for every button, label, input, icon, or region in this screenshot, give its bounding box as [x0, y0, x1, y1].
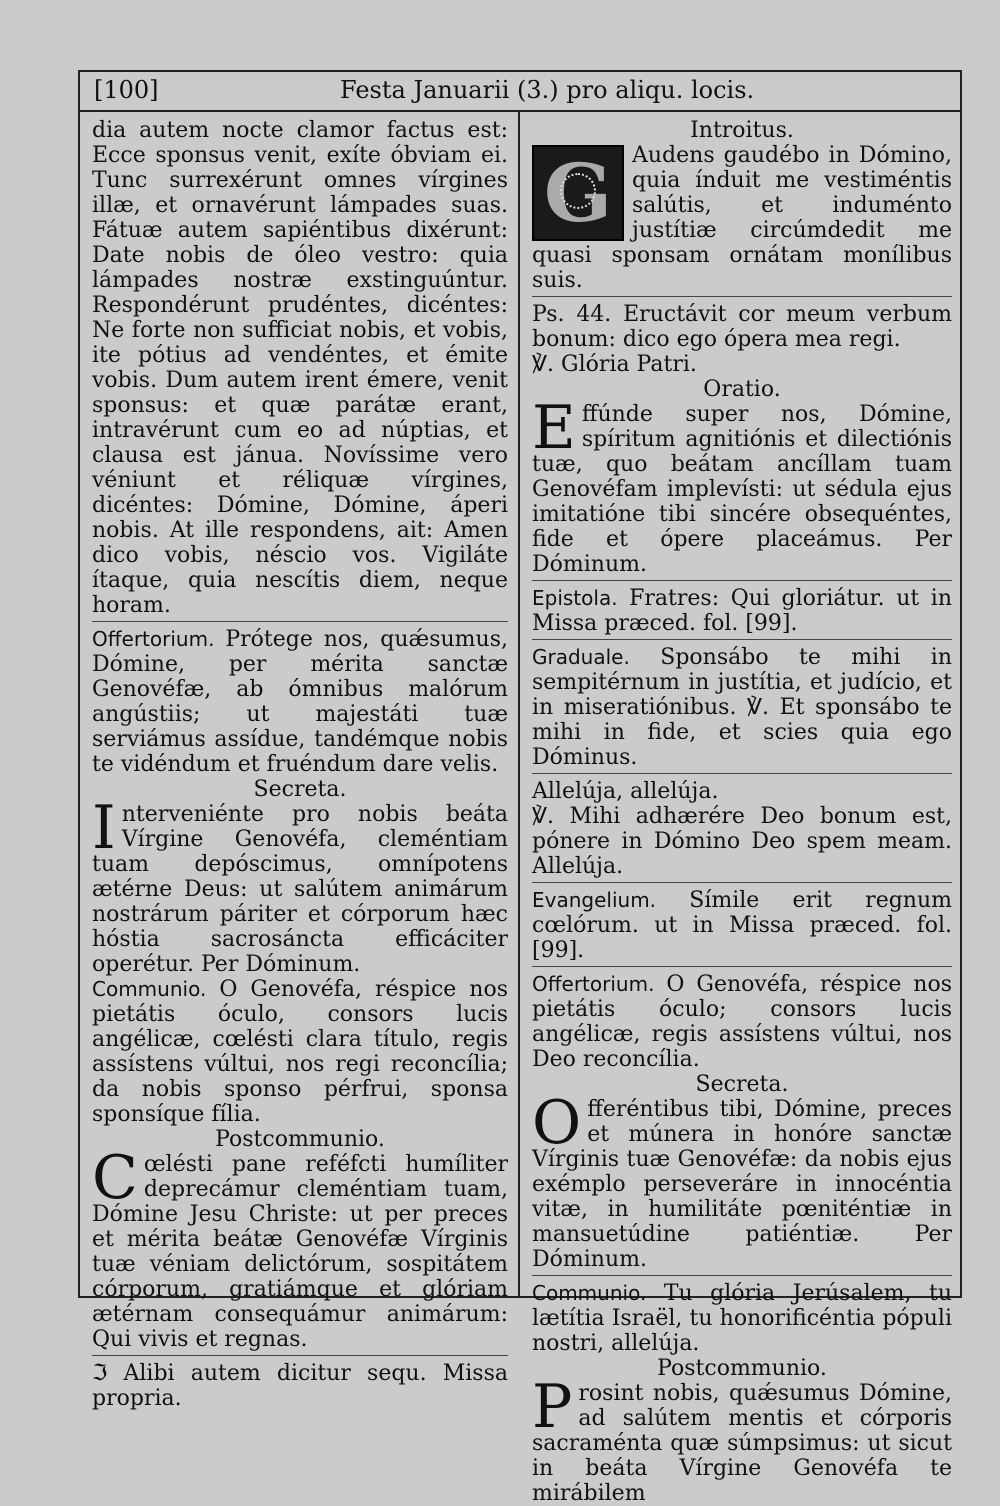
- secret-heading: Secreta.: [253, 777, 347, 802]
- gospel: [532, 888, 952, 963]
- oration-heading: Oratio.: [703, 377, 781, 402]
- page-number: [100]: [94, 76, 159, 104]
- introit: [532, 143, 952, 293]
- section-rule: [532, 773, 952, 774]
- offertory-label: Offertorium.: [532, 972, 655, 996]
- postcommunion-initial: P: [532, 1372, 573, 1442]
- postcommunion-initial: C: [92, 1143, 138, 1213]
- postcommunion-text: rosint nobis, quǽsumus Dómine, ad salútem mentis et córporis sacraménta quæ súmpsimus: ut sicut in beáta Vírgine Genovéfa te mirábilem: [532, 1381, 952, 1506]
- psalm-verse: Ps. 44. Eructávit cor meum verbum bonum: dico ego ópera mea regi.: [532, 302, 952, 352]
- gradual-label: Graduale.: [532, 645, 630, 669]
- secret-heading: Secreta.: [695, 1072, 789, 1097]
- illuminated-initial: [532, 145, 624, 241]
- right-column: [532, 118, 952, 1506]
- gloria-verse: ℣. Glória Patri.: [532, 352, 697, 377]
- running-header: [80, 72, 960, 112]
- section-rule: [532, 639, 952, 640]
- offertory-text: O Genovéfa, réspice nos pietátis óculo; consors lucis angélicæ, regis assístens vúltui, nos Deo reconcília.: [532, 972, 952, 1072]
- section-rule: [532, 580, 952, 581]
- secret-text: fferéntibus tibi, Dómine, preces et múnera in honóre sanctæ Vírginis tuæ Genovéfæ: da nobis ejus exémplo perseveráre in innocéntia vitæ, in humilitáte pœniténtiæ in mansuetúdine patiéntiæ. Per Dóminum.: [532, 1097, 952, 1272]
- running-title: Festa Januarii (3.) pro aliqu. locis.: [340, 76, 755, 104]
- postcommunion-text: œlésti pane reféfcti humíliter deprecámur cleméntiam tuam, Dómine Jesu Christe: ut per preces et mérita beátæ Genovéfæ Vírginis tuæ véniam delictórum, sospitátem córporum, gratiámque et glóriam ætérnam consequámur animárum: Qui vivis et regnas.: [92, 1152, 508, 1352]
- epistle-label: Epistola.: [532, 586, 618, 610]
- postcommunion-heading: Postcommunio.: [215, 1127, 385, 1152]
- rubric-note: [92, 1361, 508, 1411]
- secret: [532, 1088, 952, 1272]
- alleluia: Allelúja, allelúja.: [532, 779, 719, 804]
- oration-text: ffúnde super nos, Dómine, spíritum agnitiónis et dilectiónis tuæ, quo beátam ancíllam tuam Genovéfam implevísti: ut sédula ejus imitatióne tibi sincére obsequéntes, fide et ópere placeámus. Per Dóminum.: [532, 402, 952, 577]
- column-divider: [518, 110, 520, 1298]
- postcommunion: [532, 1372, 952, 1506]
- introit-text: Audens gaudébo in Dómino, quia índuit me vestiméntis salútis, et induménto justítiæ circúmdedit me quasi sponsam ornátam monílibus suis.: [532, 143, 952, 293]
- gradual: [532, 645, 952, 770]
- communion: [532, 1281, 952, 1356]
- gospel-continuation: dia autem nocte clamor factus est: Ecce sponsus venit, exíte óbviam ei. Tunc surrexérunt omnes vírgines illæ, et ornavérunt lámpades suas. Fátuæ autem sapiéntibus dixérunt: Date nobis de óleo vestro: quia lámpades nostræ exstinguúntur. Respondérunt prudéntes, dicéntes: Ne forte non sufficiat nobis, et vobis, ite pótius ad vendéntes, et émite vobis. Dum autem irent émere, venit sponsus: et quæ parátæ erant, intravérunt cum eo ad núptias, et clausa est jánua. Novíssime vero véniunt et réliquæ vírgines, dicéntes: Dómine, Dómine, áperi nobis. At ille respondens, ait: Amen dico vobis, néscio vos. Vigiláte ítaque, quia nescítis diem, neque horam.: [92, 118, 508, 618]
- oration-initial: E: [532, 393, 576, 463]
- gospel-text: Símile erit regnum cœlórum. ut in Missa præced. fol. [99].: [532, 888, 952, 963]
- rubric-symbol: ℑ: [92, 1361, 108, 1386]
- section-rule: [532, 1275, 952, 1276]
- offertory: [532, 972, 952, 1072]
- page-frame: [78, 70, 962, 1506]
- illuminated-letter: G: [543, 146, 613, 240]
- flower-ornament-icon: [560, 173, 596, 209]
- epistle: [532, 586, 952, 636]
- secret: [92, 793, 508, 977]
- postcommunion-heading: Postcommunio.: [657, 1356, 827, 1381]
- offertory-text: Prótege nos, quǽsumus, Dómine, per mérita sanctæ Genovéfæ, ab ómnibus malórum angústiis; ut majestáti tuæ serviámus assídue, tandémque nobis te vidéndum et fruéndum dare velis.: [92, 627, 508, 777]
- secret-text: nterveniénte pro nobis beáta Vírgine Genovéfa, cleméntiam tuam depóscimus, omnípotens ætérne Deus: ut salútem animárum nostrárum páriter et córporum hæc hóstia sacrosáncta efficáciter operétur. Per Dóminum.: [92, 802, 508, 977]
- postcommunion: [92, 1143, 508, 1352]
- communion-text: Tu glória Jerúsalem, tu lætítia Israël, tu honorificéntia pópuli nostri, allelúja.: [532, 1281, 952, 1356]
- gradual-text: Sponsábo te mihi in sempitérnum in justítia, et judício, et in miseratiónibus. ℣. Et sponsábo te mihi in fide, et scies quia ego Dóminus.: [532, 645, 953, 770]
- left-column: [92, 118, 508, 1411]
- rubric-note-text: Alibi autem dicitur sequ. Missa propria.: [92, 1361, 508, 1411]
- communion: [92, 977, 508, 1127]
- oration: [532, 393, 952, 577]
- secret-initial: I: [92, 793, 116, 863]
- gospel-label: Evangelium.: [532, 888, 657, 912]
- section-rule: [92, 621, 508, 622]
- epistle-text: Fratres: Qui gloriátur. ut in Missa præced. fol. [99].: [532, 586, 952, 636]
- offertory: [92, 627, 508, 777]
- section-rule: [92, 1355, 508, 1356]
- secret-initial: O: [532, 1088, 582, 1158]
- communion-label: Communio.: [532, 1281, 647, 1305]
- section-rule: [532, 882, 952, 883]
- introit-heading: Introitus.: [690, 118, 794, 143]
- offertory-label: Offertorium.: [92, 627, 215, 651]
- section-rule: [532, 966, 952, 967]
- section-rule: [532, 296, 952, 297]
- alleluia-verse: ℣. Mihi adhærére Deo bonum est, pónere in Dómino Deo spem meam. Allelúja.: [532, 804, 952, 879]
- communion-label: Communio.: [92, 977, 207, 1001]
- communion-text: O Genovéfa, réspice nos pietátis óculo, consors lucis angélicæ, cœlésti clara título, regis assístens vúltui, nos regi reconcília; da nobis sponso pérfrui, sponsa sponsíque fília.: [92, 977, 508, 1127]
